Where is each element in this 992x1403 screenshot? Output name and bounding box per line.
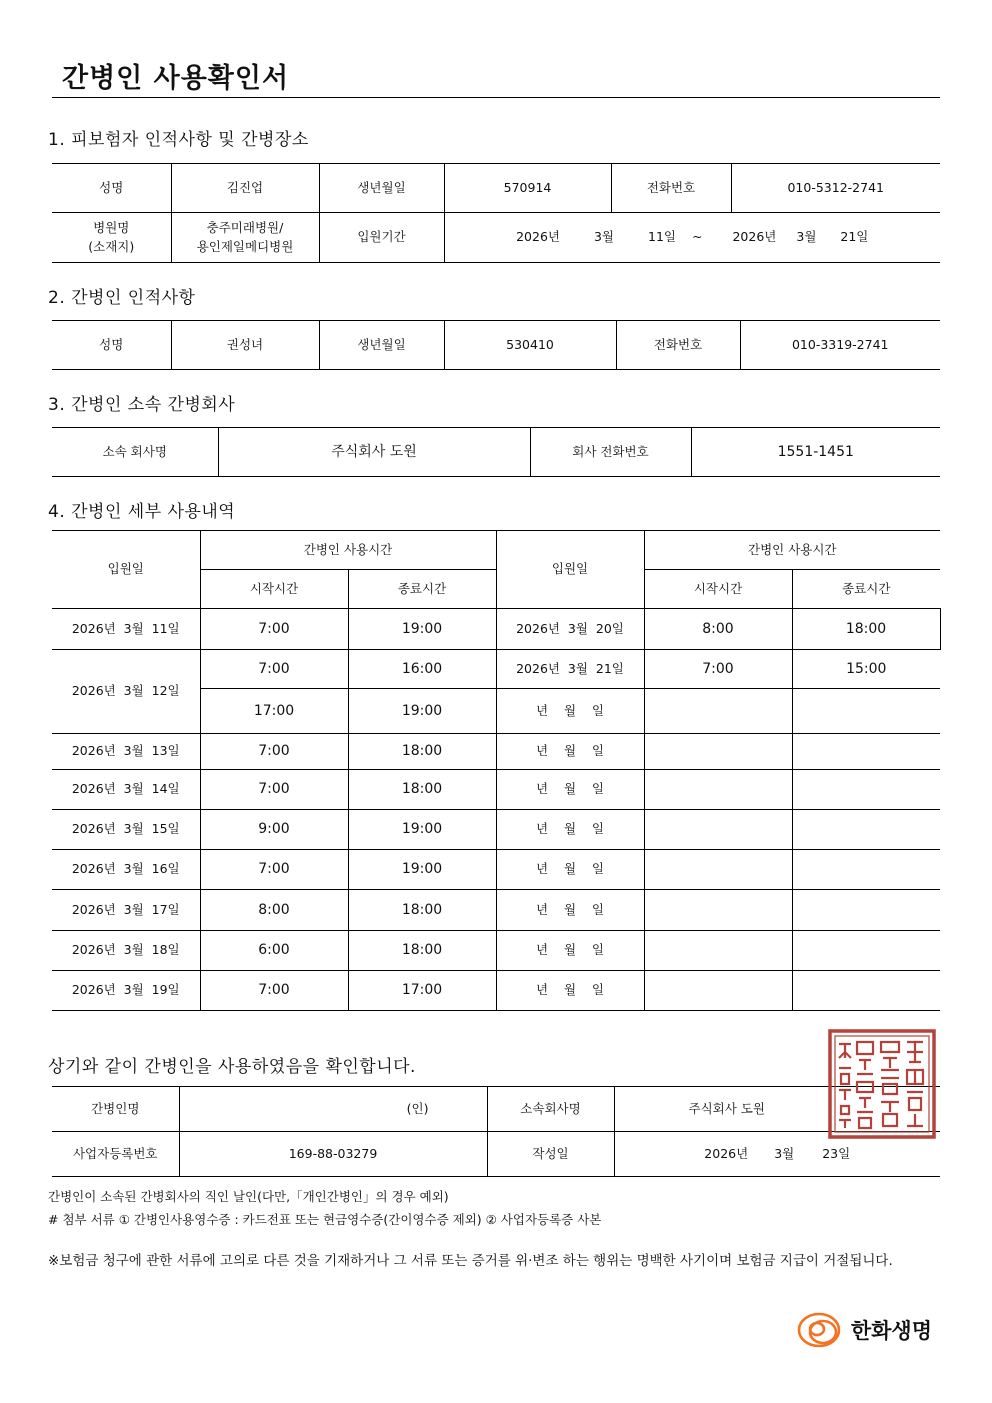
left-end-header: 종료시간 xyxy=(348,570,496,609)
fraud-warning: ※보험금 청구에 관한 서류에 고의로 다른 것을 기재하거나 그 서류 또는 증거를 위·변조 하는 행위는 명백한 사기이며 보험금 지급이 거절됩니다. xyxy=(48,1253,893,1269)
table-row xyxy=(52,770,940,810)
right-end xyxy=(792,689,940,734)
right-date: 년 월 일 xyxy=(496,734,644,770)
right-date: 년 월 일 xyxy=(496,931,644,971)
hanwha-logo-icon xyxy=(795,1310,847,1350)
left-end: 16:00 xyxy=(348,650,496,689)
right-start-header: 시작시간 xyxy=(644,570,792,609)
biz-number-label: 사업자등록번호 xyxy=(52,1132,179,1177)
left-end: 19:00 xyxy=(348,609,496,650)
left-date: 2026년 3월 18일 xyxy=(52,931,200,971)
left-start-header: 시작시간 xyxy=(200,570,348,609)
left-start: 17:00 xyxy=(200,689,348,734)
written-date: 2026년 3월 23일 xyxy=(614,1132,940,1177)
right-start: 7:00 xyxy=(644,650,792,689)
right-start: 8:00 xyxy=(644,609,792,650)
company-name: 주식회사 도원 xyxy=(218,428,530,477)
left-date: 2026년 3월 16일 xyxy=(52,850,200,890)
right-date: 2026년 3월 21일 xyxy=(496,650,644,689)
right-end xyxy=(792,931,940,971)
company-name-label: 소속 회사명 xyxy=(52,428,218,477)
table-row xyxy=(52,650,940,689)
caregiver-name-label: 성명 xyxy=(52,321,171,370)
insured-birth: 570914 xyxy=(444,164,611,213)
section3-heading: 3. 간병인 소속 간병회사 xyxy=(48,395,236,415)
company-seal-stamp xyxy=(827,1028,937,1140)
title-divider xyxy=(52,97,940,98)
left-start: 7:00 xyxy=(200,609,348,650)
right-date: 년 월 일 xyxy=(496,770,644,810)
right-start xyxy=(644,689,792,734)
left-time-header: 간병인 사용시간 xyxy=(200,531,496,570)
confirmation-statement: 상기와 같이 간병인을 사용하였음을 확인합니다. xyxy=(48,1057,416,1077)
table-row xyxy=(52,609,940,650)
hospital-name: 충주미래병원/ 용인제일메디병원 xyxy=(171,213,319,263)
brand-name: 한화생명 xyxy=(850,1319,932,1343)
left-date: 2026년 3월 15일 xyxy=(52,810,200,850)
right-end-header: 종료시간 xyxy=(792,570,940,609)
caregiver-info-table xyxy=(52,320,940,370)
caregiver-name-label: 간병인명 xyxy=(52,1087,179,1132)
caregiver-signature: (인) xyxy=(179,1087,487,1132)
left-start: 8:00 xyxy=(200,890,348,931)
caregiver-birth-label: 생년월일 xyxy=(319,321,444,370)
right-date: 년 월 일 xyxy=(496,689,644,734)
right-date: 년 월 일 xyxy=(496,890,644,931)
company-name: 주식회사 도원 xyxy=(614,1087,940,1132)
right-end xyxy=(792,850,940,890)
right-date: 년 월 일 xyxy=(496,850,644,890)
table-row xyxy=(52,734,940,770)
right-start xyxy=(644,770,792,810)
left-start: 7:00 xyxy=(200,850,348,890)
insured-phone: 010-5312-2741 xyxy=(731,164,940,213)
insured-name-label: 성명 xyxy=(52,164,171,213)
seal-note: 간병인이 소속된 간병회사의 직인 날인(다만,「개인간병인」의 경우 예외) xyxy=(48,1189,449,1204)
left-start: 7:00 xyxy=(200,650,348,689)
written-date-label: 작성일 xyxy=(487,1132,614,1177)
right-end xyxy=(792,734,940,770)
left-end: 18:00 xyxy=(348,931,496,971)
right-start xyxy=(644,850,792,890)
admission-period: 2026년 3월 11일 ~ 2026년 3월 21일 xyxy=(444,213,940,263)
left-start: 9:00 xyxy=(200,810,348,850)
left-start: 7:00 xyxy=(200,971,348,1011)
attachment-note: # 첨부 서류 ① 간병인사용영수증 : 카드전표 또는 현금영수증(간이영수증 제외) ② 사업자등록증 사본 xyxy=(48,1212,602,1227)
right-date-header: 입원일 xyxy=(496,531,644,609)
biz-number: 169-88-03279 xyxy=(179,1132,487,1177)
left-end: 17:00 xyxy=(348,971,496,1011)
left-end: 19:00 xyxy=(348,850,496,890)
left-end: 19:00 xyxy=(348,689,496,734)
right-date: 년 월 일 xyxy=(496,971,644,1011)
company-info-table xyxy=(52,427,940,477)
insured-phone-label: 전화번호 xyxy=(611,164,731,213)
section1-heading: 1. 피보험자 인적사항 및 간병장소 xyxy=(48,130,309,150)
caregiver-birth: 530410 xyxy=(444,321,616,370)
confirmation-table xyxy=(52,1086,940,1177)
left-start: 7:00 xyxy=(200,770,348,810)
table-row xyxy=(52,890,940,931)
caregiver-name: 권성녀 xyxy=(171,321,319,370)
company-phone-label: 회사 전화번호 xyxy=(530,428,691,477)
right-start xyxy=(644,971,792,1011)
left-date: 2026년 3월 13일 xyxy=(52,734,200,770)
caregiver-phone-label: 전화번호 xyxy=(616,321,740,370)
right-end: 15:00 xyxy=(792,650,940,689)
table-row xyxy=(52,971,940,1011)
admission-period-label: 입원기간 xyxy=(319,213,444,263)
insured-name: 김진업 xyxy=(171,164,319,213)
left-date: 2026년 3월 14일 xyxy=(52,770,200,810)
right-date: 년 월 일 xyxy=(496,810,644,850)
left-start: 7:00 xyxy=(200,734,348,770)
right-start xyxy=(644,931,792,971)
table-row xyxy=(52,850,940,890)
company-label: 소속회사명 xyxy=(487,1087,614,1132)
right-start xyxy=(644,734,792,770)
insured-info-table xyxy=(52,163,940,263)
hospital-label: 병원명 (소재지) xyxy=(52,213,171,263)
left-date-header: 입원일 xyxy=(52,531,200,609)
right-end xyxy=(792,810,940,850)
left-end: 18:00 xyxy=(348,890,496,931)
left-date: 2026년 3월 17일 xyxy=(52,890,200,931)
company-phone: 1551-1451 xyxy=(691,428,940,477)
left-date: 2026년 3월 11일 xyxy=(52,609,200,650)
left-date: 2026년 3월 12일 xyxy=(52,650,200,734)
hanwha-life-logo xyxy=(795,1310,932,1350)
insured-birth-label: 생년월일 xyxy=(319,164,444,213)
right-date: 2026년 3월 20일 xyxy=(496,609,644,650)
left-end: 18:00 xyxy=(348,734,496,770)
caregiver-phone: 010-3319-2741 xyxy=(740,321,940,370)
document-title: 간병인 사용확인서 xyxy=(62,63,290,94)
right-end: 18:00 xyxy=(792,609,940,650)
left-end: 18:00 xyxy=(348,770,496,810)
right-start xyxy=(644,890,792,931)
right-end xyxy=(792,971,940,1011)
table-row xyxy=(52,810,940,850)
section4-heading: 4. 간병인 세부 사용내역 xyxy=(48,502,236,522)
usage-detail-table xyxy=(52,530,941,1011)
left-date: 2026년 3월 19일 xyxy=(52,971,200,1011)
left-start: 6:00 xyxy=(200,931,348,971)
left-end: 19:00 xyxy=(348,810,496,850)
right-start xyxy=(644,810,792,850)
right-time-header: 간병인 사용시간 xyxy=(644,531,940,570)
section2-heading: 2. 간병인 인적사항 xyxy=(48,288,196,308)
right-end xyxy=(792,890,940,931)
table-row xyxy=(52,931,940,971)
right-end xyxy=(792,770,940,810)
